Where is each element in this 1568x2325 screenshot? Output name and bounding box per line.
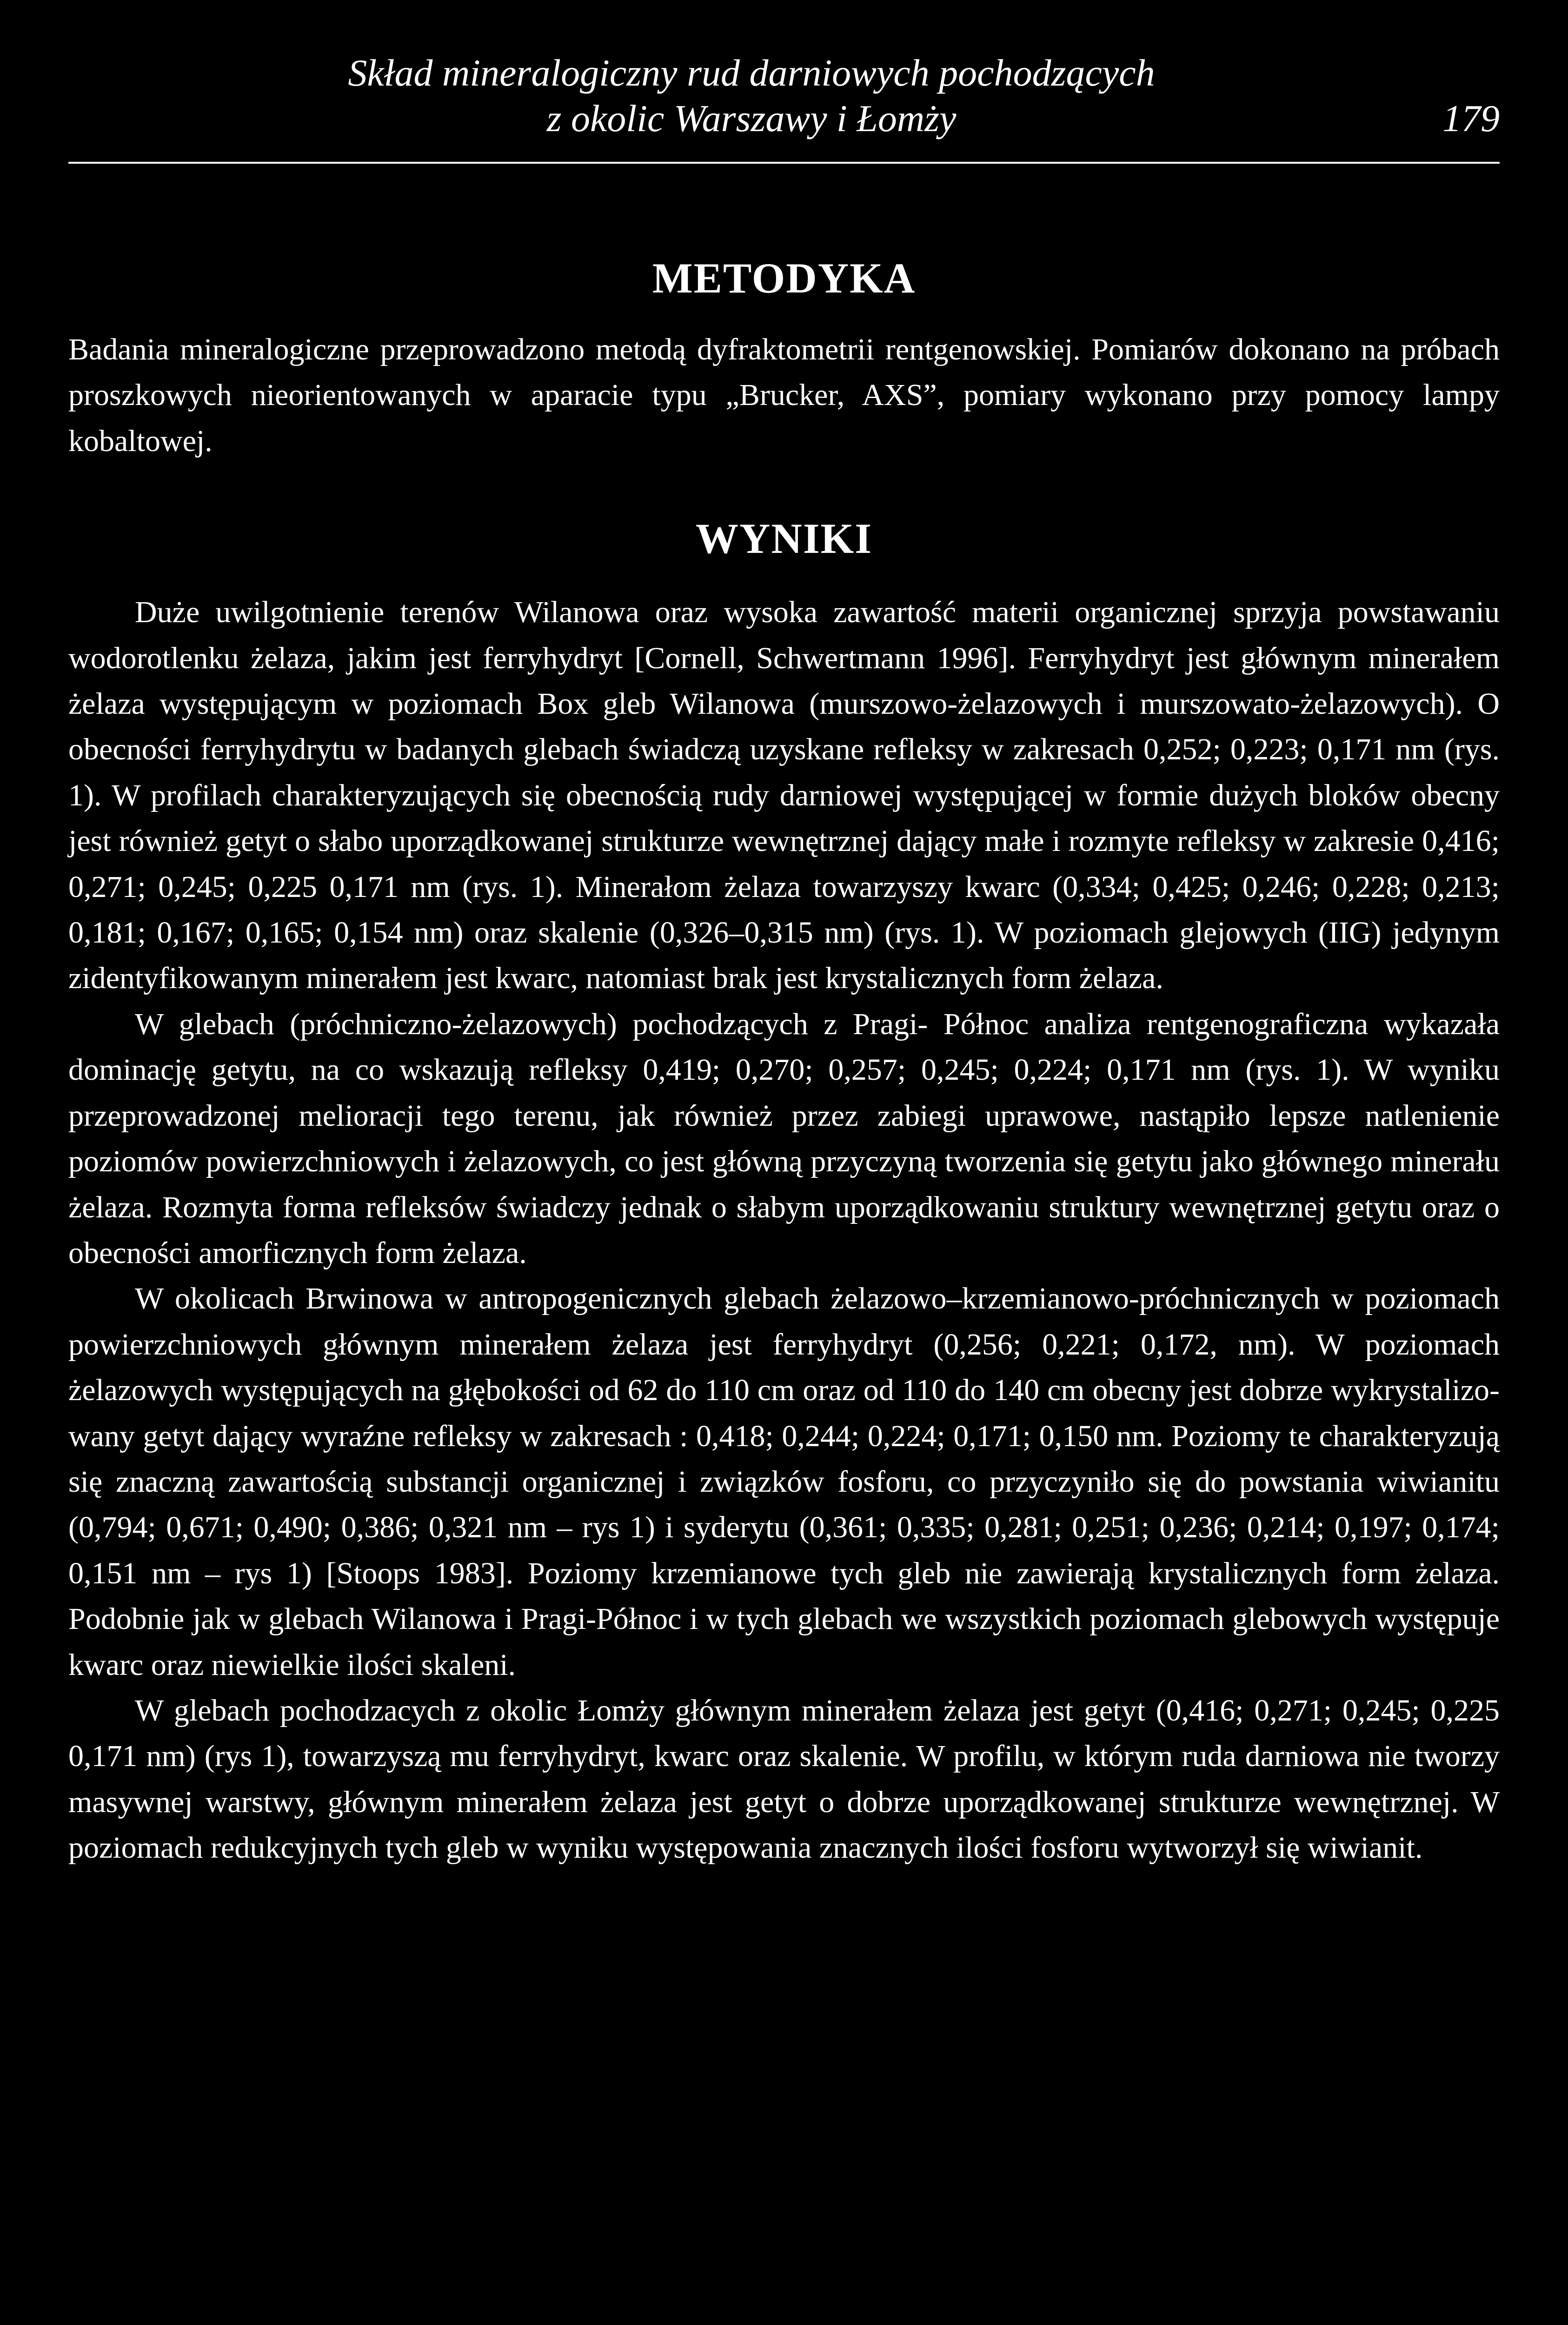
paragraph-wyniki-lomza: W glebach pochodzacych z okolic Łomży głównym minerałem żelaza jest getyt (0,416; 0,271; 0,245; 0,225 0,171 nm) (rys 1), towarzyszą mu ferryhydryt, kwarc oraz skalenie. W profilu, w którym ruda darniowa nie tworzy masywnej warstwy, głównym minerałem żelaza jest getyt o dobrze uporządkowanej strukturze wewnętrznej. W poziomach redukcyjnych tych gleb w wyniku występowania znacznych ilości fosforu wytworzył się wiwianit. bbox=[68, 1693, 1500, 1865]
running-title-line-2: z okolic Warszawy i Łomży bbox=[546, 97, 957, 140]
paragraph-wyniki-brwinow: W okolicach Brwinowa w antropogenicznych glebach żelazowo–krzemianowo-próchnicznych w poziomach powierzchniowych głównym minerałem żelaza jest ferryhydryt (0,256; 0,221; 0,172, nm). W poziomach żelazowych występujących na głębokości od 62 do 110 cm oraz od 110 do 140 cm obecny jest dobrze wykrystalizowany getyt dający wyraźne refleksy w zakresach : 0,418; 0,244; 0,224; 0,171; 0,150 nm. Poziomy te charakteryzują się znaczną zawartością substancji organicznej i związków fosforu, co przyczyniło się do powstania wiwianitu (0,794; 0,671; 0,490; 0,386; 0,321 nm – rys 1) i syderytu (0,361; 0,335; 0,281; 0,251; 0,236; 0,214; 0,197; 0,174; 0,151 nm – rys 1) [Stoops 1983]. Poziomy krzemianowe tych gleb nie zawierają krystalicznych form żelaza. Podobnie jak w glebach Wilanowa i Pragi-Północ i w tych glebach we wszystkich poziomach glebowych występuje kwarc oraz niewielkie ilości skaleni. bbox=[68, 1282, 1500, 1682]
section-heading-wyniki: WYNIKI bbox=[695, 515, 873, 563]
paragraph-wyniki-wilanow: Duże uwilgotnienie terenów Wilanowa oraz wysoka zawartość materii organicznej sprzyja powstawaniu wodorotlenku żelaza, jakim jest ferryhydryt [Cornell, Schwertmann 1996]. Ferryhydryt jest głównym minerałem żelaza występującym w poziomach Box gleb Wilanowa (murszowo-żelazowych i murszowato-żelazowych). O obecności ferryhydrytu w badanych glebach świadczą uzyskane refleksy w zakresach 0,252; 0,223; 0,171 nm (rys. 1). W profilach charakteryzujących się obecnością rudy darniowej występującej w formie dużych bloków obecny jest również getyt o słabo uporządkowanej strukturze wewnętrznej dający małe i rozmyte refleksy w zakresie 0,416; 0,271; 0,245; 0,225 0,171 nm (rys. 1). Minerałom żelaza towarzyszy kwarc (0,334; 0,425; 0,246; 0,228; 0,213; 0,181; 0,167; 0,165; 0,154 nm) oraz skalenie (0,326–0,315 nm) (rys. 1). W poziomach glejowych (IIG) jedynym zidentyfikowanym minerałem jest kwarc, natomiast brak jest krystalicznych form żelaza. bbox=[68, 595, 1500, 996]
page bbox=[68, 50, 1500, 1871]
section-heading-metodyka: METODYKA bbox=[652, 254, 916, 302]
header-rule bbox=[68, 162, 1500, 164]
running-title bbox=[68, 50, 1500, 141]
running-title-line-1: Skład mineralogiczny rud darniowych pochodzących bbox=[348, 52, 1155, 94]
paragraph-wyniki-praga: W glebach (próchniczno-żelazowych) pochodzących z Pragi- Północ analiza rentgenograficzna wykazała dominację getytu, na co wskazują refleksy 0,419; 0,270; 0,257; 0,245; 0,224; 0,171 nm (rys. 1). W wyniku przeprowadzonej melioracji tego terenu, jak również przez zabiegi uprawowe, nastąpiło lepsze natlenienie poziomów powierzchniowych i żelazowych, co jest główną przyczyną tworzenia się getytu jako głównego minerału żelaza. Rozmyta forma refleksów świadczy jednak o słabym uporządkowaniu struktury wewnętrznej getytu oraz o obecności amorficznych form żelaza. bbox=[68, 1007, 1500, 1270]
paragraph-metodyka: Badania mineralogiczne przeprowadzono metodą dyfraktometrii rentgenowskiej. Pomiarów dokonano na próbach proszkowych nieorientowanych w aparacie typu „Brucker, AXS”, pomiary wykonano przy pomocy lampy kobaltowej. bbox=[68, 332, 1500, 458]
running-header bbox=[68, 50, 1500, 157]
page-number: 179 bbox=[1442, 97, 1500, 140]
